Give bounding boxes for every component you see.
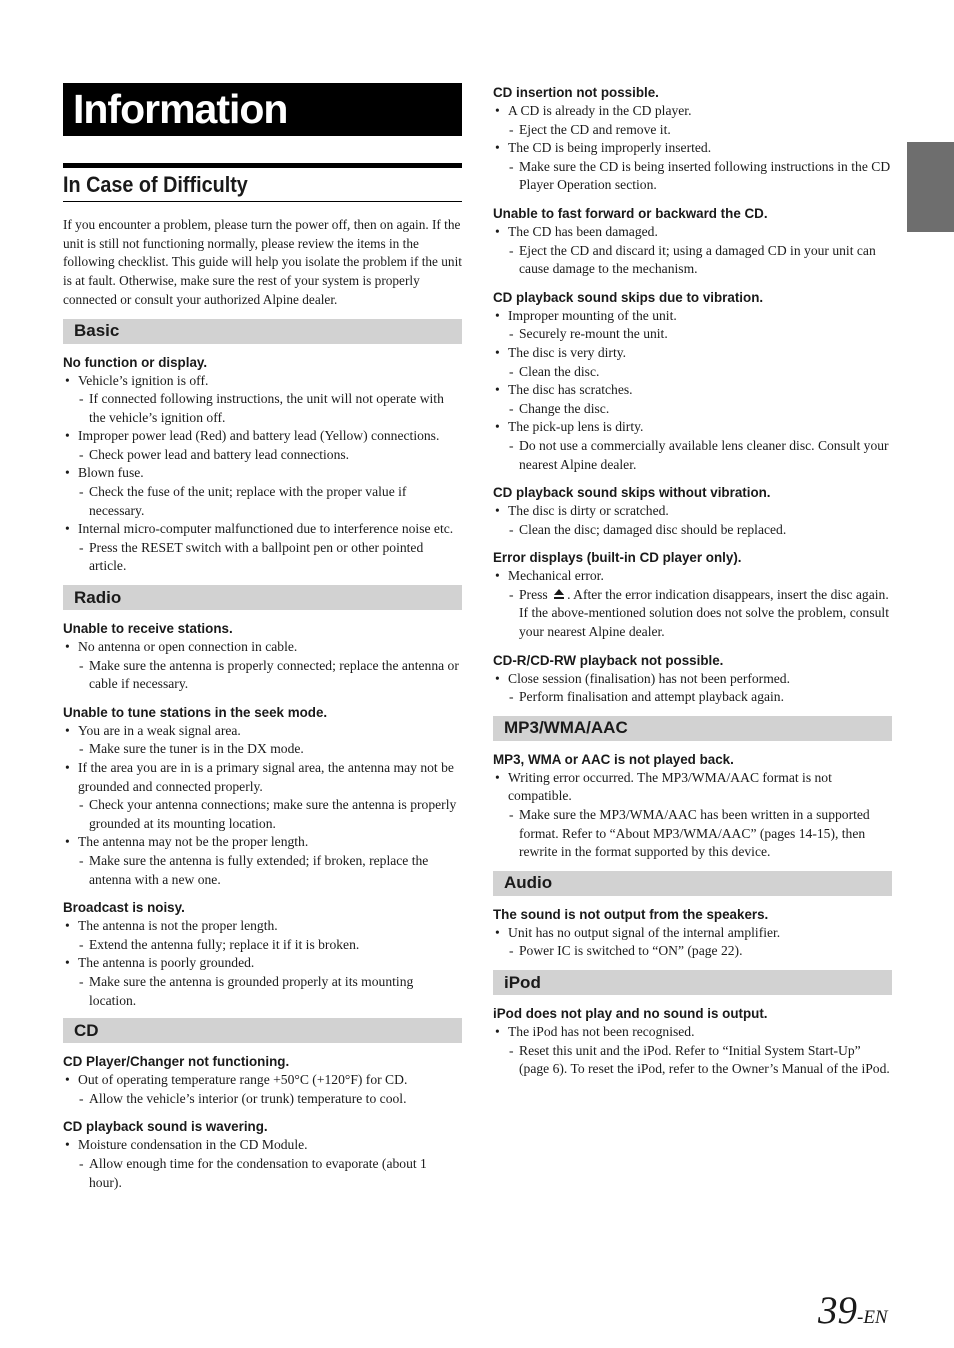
fix-item: - Do not use a commercially available lens cleaner disc. Consult your nearest Alpine dealer. — [493, 437, 892, 474]
cause-item: • The disc is dirty or scratched. — [493, 502, 892, 521]
cause-item: • The disc is very dirty. — [493, 344, 892, 363]
problem-list — [493, 223, 892, 279]
cause-item: • Improper power lead (Red) and battery lead (Yellow) connections. — [63, 427, 462, 446]
problem-list — [63, 917, 462, 1010]
fix-item: - Check your antenna connections; make sure the antenna is properly grounded at its mounting location. — [63, 796, 462, 833]
problem-heading: MP3, WMA or AAC is not played back. — [493, 751, 734, 767]
fix-item: - Make sure the antenna is fully extended; if broken, replace the antenna with a new one. — [63, 852, 462, 889]
fix-item: - Clean the disc. — [493, 363, 892, 382]
side-tab — [907, 142, 954, 232]
left-column — [63, 83, 462, 1192]
fix-item: - Change the disc. — [493, 400, 892, 419]
section-cd — [63, 1053, 462, 1192]
problem-list — [493, 307, 892, 474]
section-basic — [63, 354, 462, 577]
cause-item: • The antenna may not be the proper length. — [63, 833, 462, 852]
cause-item: • Mechanical error. — [493, 567, 892, 586]
cause-item: • You are in a weak signal area. — [63, 722, 462, 741]
section-ipod — [493, 1005, 892, 1079]
eject-icon — [553, 589, 565, 600]
section-header-ipod: iPod — [493, 970, 892, 995]
cause-item: • Close session (finalisation) has not been performed. — [493, 670, 892, 689]
problem-heading: Unable to tune stations in the seek mode. — [63, 704, 328, 720]
problem-heading: Unable to receive stations. — [63, 621, 233, 637]
fix-item: - Power IC is switched to “ON” (page 22). — [493, 942, 892, 961]
problem-heading: The sound is not output from the speakers. — [493, 906, 769, 922]
fix-item: - Extend the antenna fully; replace it if it is broken. — [63, 936, 462, 955]
cause-item: • The CD has been damaged. — [493, 223, 892, 242]
problem-heading: CD-R/CD-RW playback not possible. — [493, 652, 724, 668]
problem-list — [63, 638, 462, 694]
cause-item: • Internal micro-computer malfunctioned due to interference noise etc. — [63, 520, 462, 539]
fix-item: - Check power lead and battery lead connections. — [63, 446, 462, 465]
problem-list — [63, 372, 462, 577]
cause-item: • The antenna is poorly grounded. — [63, 954, 462, 973]
fix-item: - Securely re-mount the unit. — [493, 325, 892, 344]
page-title-bar — [63, 83, 462, 136]
problem-list — [493, 924, 892, 961]
problem-list — [493, 1023, 892, 1079]
fix-item: - Make sure the antenna is properly connected; replace the antenna or cable if necessary. — [63, 657, 462, 694]
fix-item: - Allow the vehicle’s interior (or trunk) temperature to cool. — [63, 1090, 462, 1109]
problem-heading: CD playback sound skips due to vibration. — [493, 289, 764, 305]
fix-text-post: . After the error indication disappears, insert the disc again. If the above-mentioned solution does not solve the problem, consult your nearest Alpine dealer. — [519, 586, 889, 640]
fix-item: - Check the fuse of the unit; replace with the proper value if necessary. — [63, 483, 462, 520]
problem-list — [493, 502, 892, 539]
right-column — [493, 84, 892, 1079]
subheading-bar — [63, 163, 462, 202]
intro-paragraph: If you encounter a problem, please turn the power off, then on again. If the unit is still not functioning normally, please review the items in the following checklist. This guide will help you isolate the problem if the unit is at fault. Otherwise, make sure the rest of your system is properly connected or consult your authorized Alpine dealer. — [63, 217, 462, 307]
problem-list — [63, 1071, 462, 1108]
section-header-radio: Radio — [63, 585, 462, 610]
problem-heading: CD Player/Changer not functioning. — [63, 1054, 290, 1070]
problem-heading: Unable to fast forward or backward the CD. — [493, 205, 768, 221]
problem-heading: Error displays (built-in CD player only). — [493, 550, 742, 566]
fix-item: - Make sure the CD is being inserted following instructions in the CD Player Operation section. — [493, 158, 892, 195]
problem-list — [493, 769, 892, 862]
fix-item: - Make sure the MP3/WMA/AAC has been written in a supported format. Refer to “About MP3/WMA/AAC” (pages 14-15), then rewrite in the format supported by this device. — [493, 806, 892, 862]
section-header-cd: CD — [63, 1018, 462, 1043]
problem-list — [63, 722, 462, 889]
fix-item: - Allow enough time for the condensation to evaporate (about 1 hour). — [63, 1155, 462, 1192]
section-header-audio: Audio — [493, 871, 892, 896]
problem-list — [63, 1136, 462, 1192]
fix-text-pre: Press — [519, 586, 548, 602]
fix-item: - Perform finalisation and attempt playback again. — [493, 688, 892, 707]
problem-heading: iPod does not play and no sound is output. — [493, 1006, 768, 1021]
section-mp3 — [493, 751, 892, 862]
page-number-value: 39 — [818, 1289, 857, 1332]
fix-item: - If connected following instructions, the unit will not operate with the vehicle’s ignition off. — [63, 390, 462, 427]
cause-item: • Vehicle’s ignition is off. — [63, 372, 462, 391]
problem-heading: No function or display. — [63, 354, 208, 370]
cause-item: • The disc has scratches. — [493, 381, 892, 400]
section-radio — [63, 620, 462, 1010]
page-number-suffix: -EN — [857, 1307, 888, 1328]
cause-item: • No antenna or open connection in cable. — [63, 638, 462, 657]
section-header-mp3: MP3/WMA/AAC — [493, 716, 892, 741]
problem-list — [493, 670, 892, 707]
fix-item: - Clean the disc; damaged disc should be replaced. — [493, 521, 892, 540]
page-number — [818, 1288, 888, 1333]
cause-item: • The antenna is not the proper length. — [63, 917, 462, 936]
section-audio — [493, 906, 892, 961]
fix-item: - Make sure the tuner is in the DX mode. — [63, 740, 462, 759]
fix-item: - Eject the CD and discard it; using a damaged CD in your unit can cause damage to the mechanism. — [493, 242, 892, 279]
cause-item: • The iPod has not been recognised. — [493, 1023, 892, 1042]
problem-heading: CD insertion not possible. — [493, 85, 659, 100]
cause-item: • A CD is already in the CD player. — [493, 102, 892, 121]
cause-item: • Unit has no output signal of the internal amplifier. — [493, 924, 892, 943]
problem-heading: Broadcast is noisy. — [63, 900, 185, 916]
fix-item: - Eject the CD and remove it. — [493, 121, 892, 140]
cause-item: • Blown fuse. — [63, 464, 462, 483]
page-subtitle: In Case of Difficulty — [63, 171, 248, 197]
problem-heading: CD playback sound is wavering. — [63, 1119, 268, 1135]
problem-list — [493, 102, 892, 195]
page-title: Information — [73, 86, 288, 132]
problem-list — [493, 567, 892, 641]
cause-item: • Out of operating temperature range +50°C (+120°F) for CD. — [63, 1071, 462, 1090]
fix-item: - Make sure the antenna is grounded properly at its mounting location. — [63, 973, 462, 1010]
fix-item — [493, 586, 892, 642]
section-header-basic: Basic — [63, 319, 462, 344]
problem-heading: CD playback sound skips without vibration. — [493, 485, 771, 501]
cause-item: • The CD is being improperly inserted. — [493, 139, 892, 158]
fix-item: - Reset this unit and the iPod. Refer to “Initial System Start-Up” (page 6). To reset the iPod, refer to the Owner’s Manual of the iPod. — [493, 1042, 892, 1079]
fix-item: - Press the RESET switch with a ballpoint pen or other pointed article. — [63, 539, 462, 576]
cause-item: • Writing error occurred. The MP3/WMA/AAC format is not compatible. — [493, 769, 892, 806]
cause-item: • The pick-up lens is dirty. — [493, 418, 892, 437]
cause-item: • Improper mounting of the unit. — [493, 307, 892, 326]
cause-item: • If the area you are in is a primary signal area, the antenna may not be grounded and connected properly. — [63, 759, 462, 796]
cause-item: • Moisture condensation in the CD Module. — [63, 1136, 462, 1155]
